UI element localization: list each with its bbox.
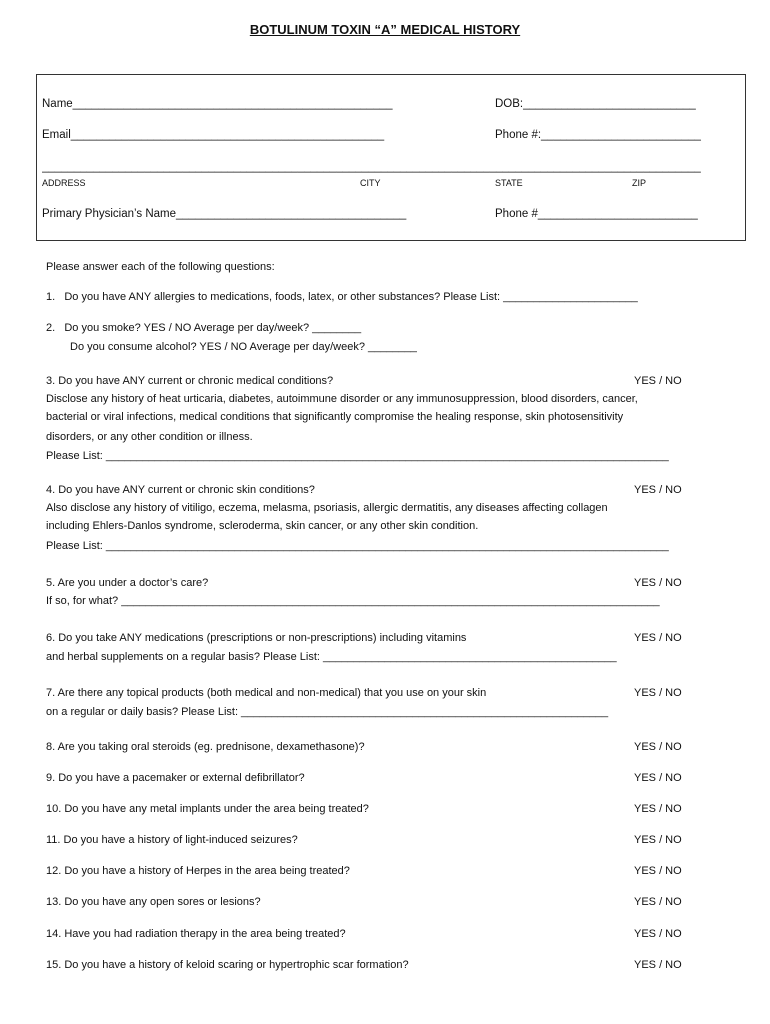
yes-no-8[interactable]: YES / NO bbox=[634, 741, 682, 753]
dob-field[interactable]: DOB:___________________________ bbox=[495, 98, 696, 110]
question-2-alcohol[interactable]: Do you consume alcohol? YES / NO Average per day/week? ________ bbox=[70, 341, 417, 353]
city-label: CITY bbox=[360, 178, 381, 188]
question-6: 6. Do you take ANY medications (prescriptions or non-prescriptions) including vitamins bbox=[46, 632, 467, 644]
yes-no-9[interactable]: YES / NO bbox=[634, 772, 682, 784]
yes-no-3[interactable]: YES / NO bbox=[634, 375, 682, 387]
question-8: 8. Are you taking oral steroids (eg. prednisone, dexamethasone)? bbox=[46, 741, 365, 753]
physician-field[interactable]: Primary Physician’s Name____________________________________ bbox=[42, 208, 407, 220]
question-4: 4. Do you have ANY current or chronic skin conditions? bbox=[46, 484, 315, 496]
address-label: ADDRESS bbox=[42, 178, 86, 188]
question-15: 15. Do you have a history of keloid scaring or hypertrophic scar formation? bbox=[46, 959, 409, 971]
question-4-detail: including Ehlers-Danlos syndrome, scleroderma, skin cancer, or any other skin condition. bbox=[46, 520, 479, 532]
yes-no-11[interactable]: YES / NO bbox=[634, 834, 682, 846]
yes-no-14[interactable]: YES / NO bbox=[634, 928, 682, 940]
zip-label: ZIP bbox=[632, 178, 647, 188]
yes-no-12[interactable]: YES / NO bbox=[634, 865, 682, 877]
question-3-detail: Disclose any history of heat urticaria, diabetes, autoimmune disorder or any immunosuppression, blood disorders, cancer, bbox=[46, 393, 638, 405]
intro-text: Please answer each of the following questions: bbox=[46, 261, 275, 273]
phone-field[interactable]: Phone #:_________________________ bbox=[495, 129, 701, 141]
yes-no-15[interactable]: YES / NO bbox=[634, 959, 682, 971]
name-field[interactable]: Name__________________________________________________ bbox=[42, 98, 393, 110]
question-7: 7. Are there any topical products (both medical and non-medical) that you use on your skin bbox=[46, 687, 487, 699]
question-14: 14. Have you had radiation therapy in the area being treated? bbox=[46, 928, 346, 940]
yes-no-13[interactable]: YES / NO bbox=[634, 896, 682, 908]
email-field[interactable]: Email_________________________________________________ bbox=[42, 129, 385, 141]
question-6-list[interactable]: and herbal supplements on a regular basis? Please List: ________________________________________________ bbox=[46, 651, 617, 663]
question-4-list[interactable]: Please List: ____________________________________________________________________________________________ bbox=[46, 540, 669, 552]
question-13: 13. Do you have any open sores or lesions? bbox=[46, 896, 261, 908]
question-3: 3. Do you have ANY current or chronic medical conditions? bbox=[46, 375, 334, 387]
yes-no-6[interactable]: YES / NO bbox=[634, 632, 682, 644]
question-12: 12. Do you have a history of Herpes in the area being treated? bbox=[46, 865, 350, 877]
question-1[interactable]: 1. Do you have ANY allergies to medications, foods, latex, or other substances? Please List: ______________________ bbox=[46, 291, 638, 303]
question-4-detail: Also disclose any history of vitiligo, eczema, melasma, psoriasis, allergic dermatitis, any diseases affecting collagen bbox=[46, 502, 608, 514]
question-9: 9. Do you have a pacemaker or external defibrillator? bbox=[46, 772, 305, 784]
state-label: STATE bbox=[495, 178, 523, 188]
question-10: 10. Do you have any metal implants under the area being treated? bbox=[46, 803, 369, 815]
yes-no-10[interactable]: YES / NO bbox=[634, 803, 682, 815]
address-field[interactable]: _______________________________________________________________________________________________________ bbox=[42, 161, 701, 173]
question-7-list[interactable]: on a regular or daily basis? Please List: ____________________________________________________________ bbox=[46, 706, 609, 718]
form-title: BOTULINUM TOXIN “A” MEDICAL HISTORY bbox=[249, 22, 521, 37]
question-3-list[interactable]: Please List: ____________________________________________________________________________________________ bbox=[46, 450, 669, 462]
yes-no-7[interactable]: YES / NO bbox=[634, 687, 682, 699]
yes-no-5[interactable]: YES / NO bbox=[634, 577, 682, 589]
question-3-detail: disorders, or any other condition or illness. bbox=[46, 431, 253, 443]
question-2-smoke[interactable]: 2. Do you smoke? YES / NO Average per day/week? ________ bbox=[46, 322, 362, 334]
question-3-detail: bacterial or viral infections, medical conditions that significantly compromise the healing response, skin photosensitivity bbox=[46, 411, 624, 423]
physician-phone-field[interactable]: Phone #_________________________ bbox=[495, 208, 698, 220]
question-5: 5. Are you under a doctor’s care? bbox=[46, 577, 209, 589]
question-5-detail[interactable]: If so, for what? ________________________________________________________________________________________ bbox=[46, 595, 660, 607]
question-11: 11. Do you have a history of light-induced seizures? bbox=[46, 834, 298, 846]
yes-no-4[interactable]: YES / NO bbox=[634, 484, 682, 496]
